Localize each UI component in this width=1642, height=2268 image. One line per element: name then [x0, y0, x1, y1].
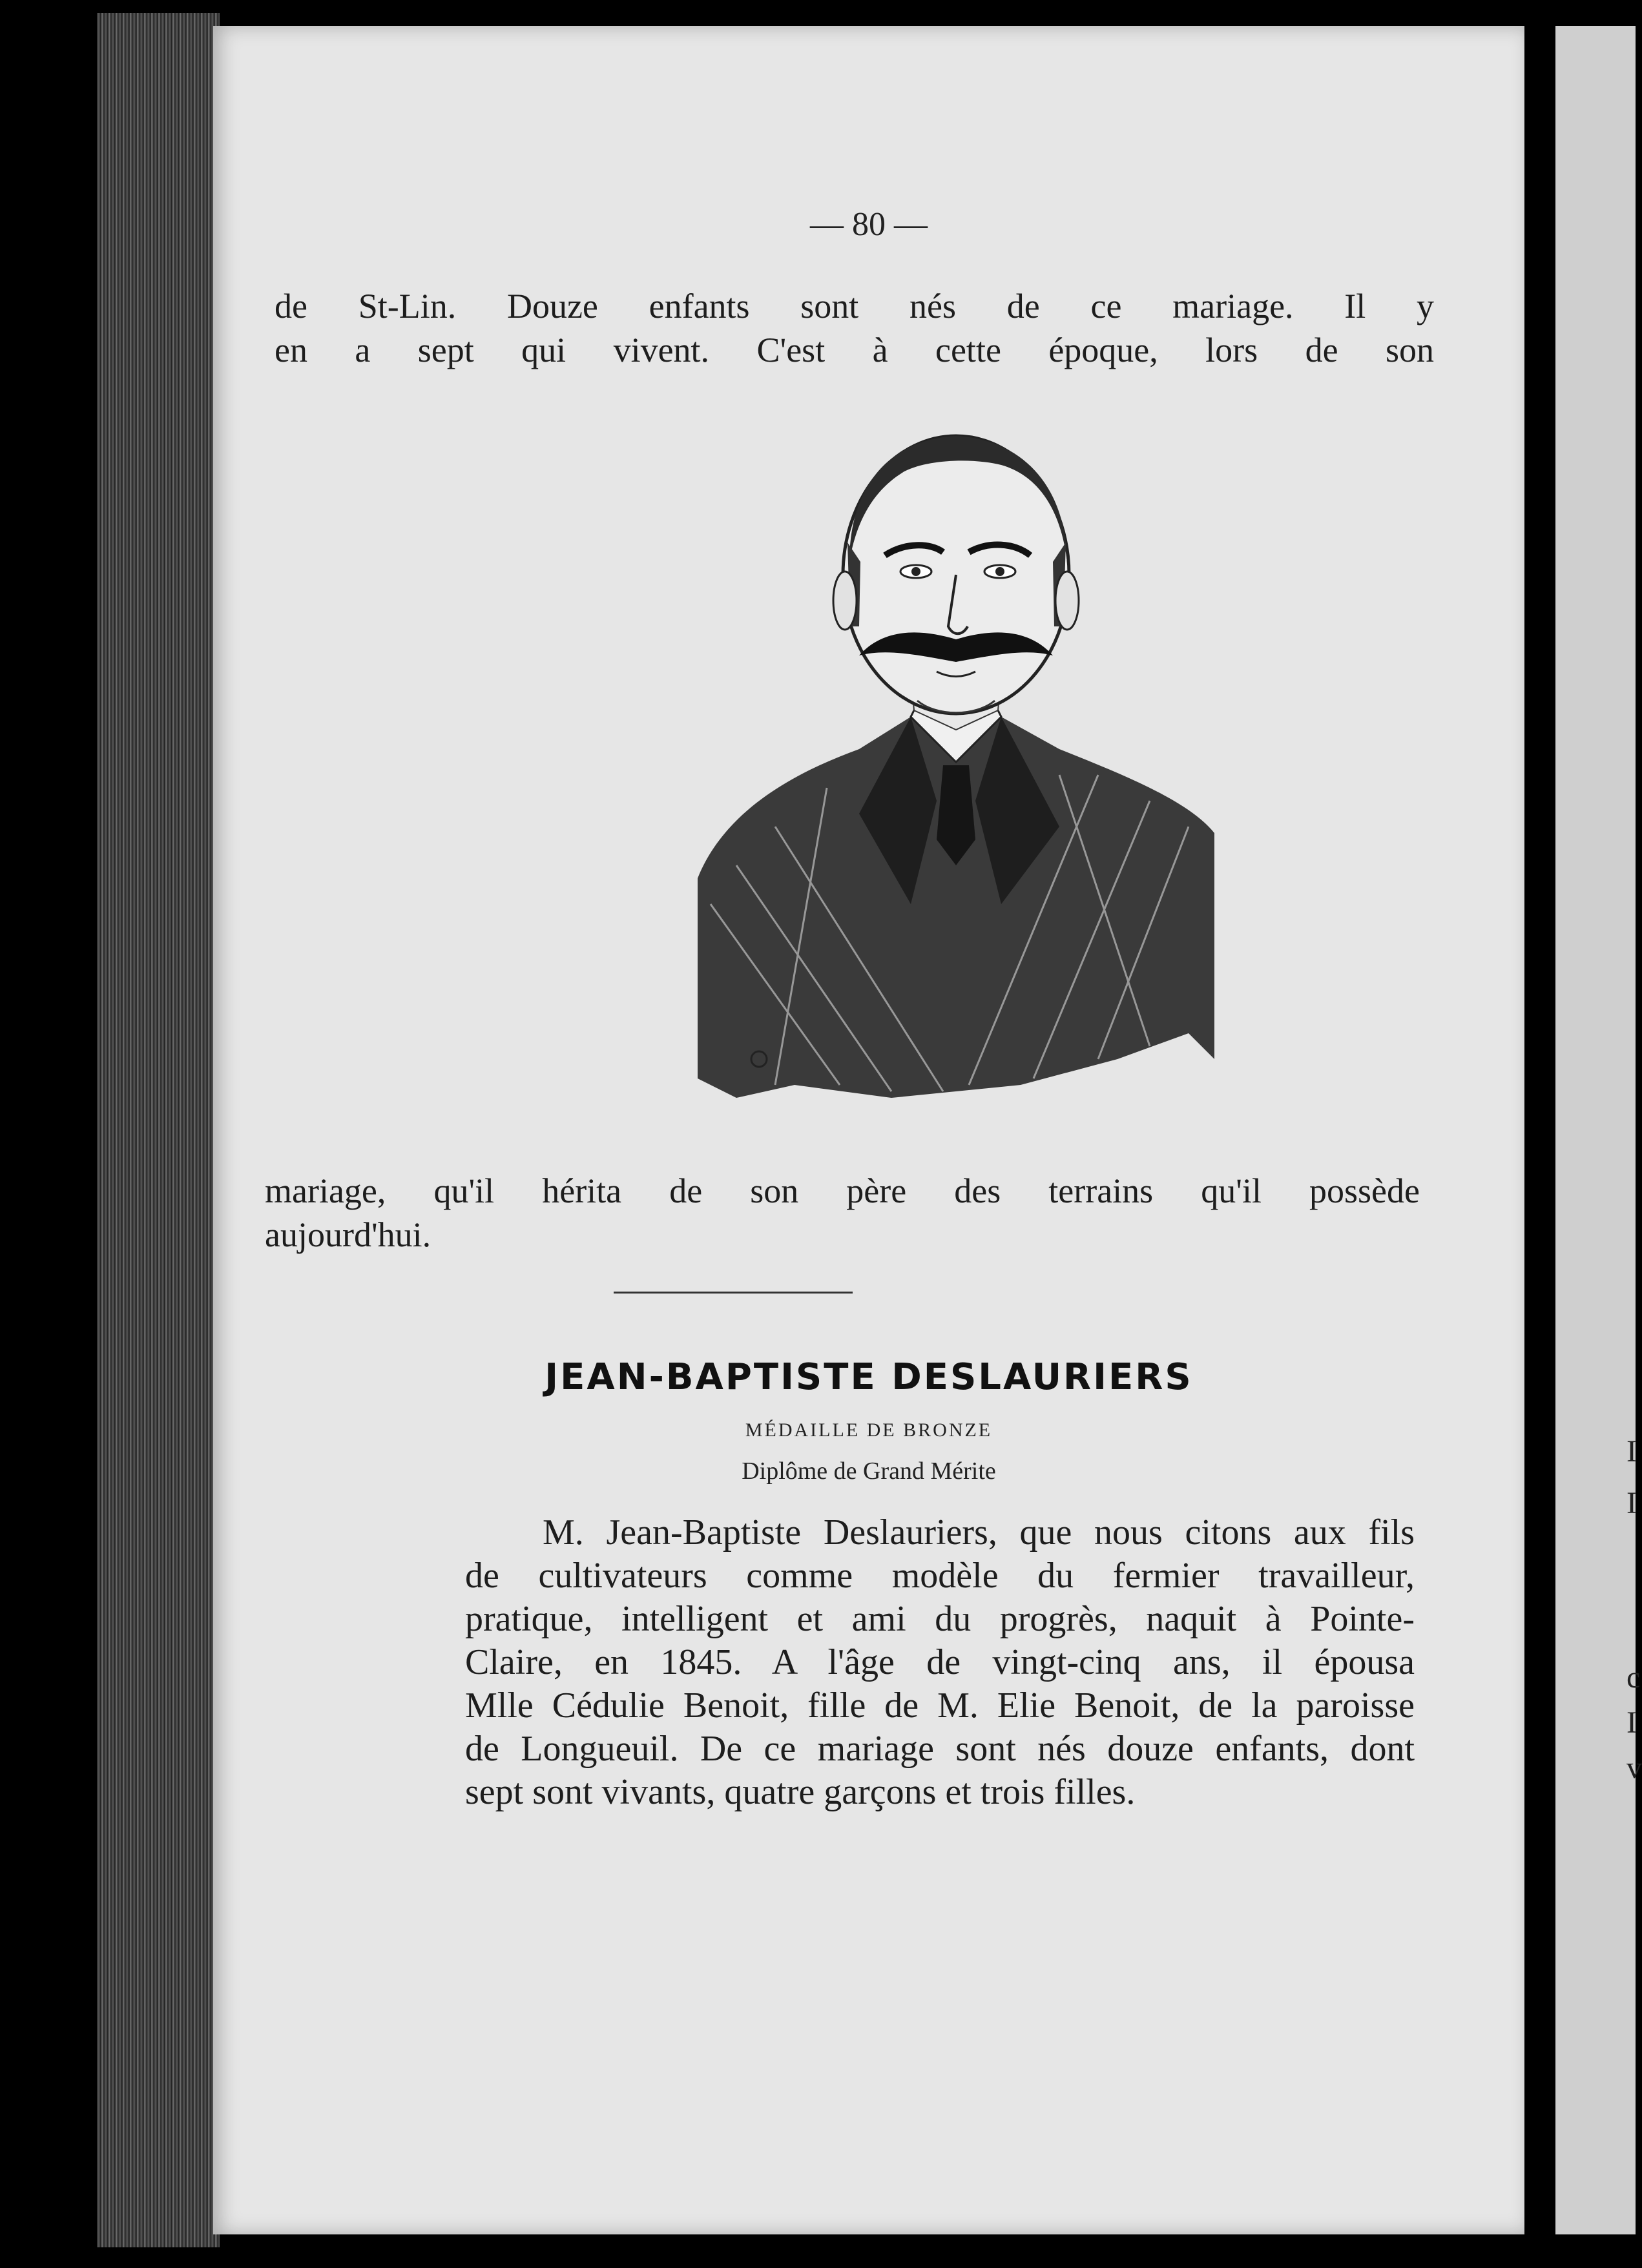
- text-line: de St-Lin. Douze enfants sont nés de ce mariage. Il y: [275, 287, 1434, 325]
- text-line: en a sept qui vivent. C'est à cette époque, lors de son: [275, 331, 1434, 369]
- page-number: — 80 —: [810, 206, 928, 243]
- award-subtitle: MÉDAILLE DE BRONZE: [745, 1419, 993, 1441]
- portrait-engraving: [698, 413, 1214, 1124]
- adjacent-page-fragment: v: [1626, 1751, 1642, 1785]
- text-line: de Longueuil. De ce mariage sont nés douze enfants, dont: [465, 1729, 1415, 1769]
- text-line: sept sont vivants, quatre garçons et trois filles.: [465, 1772, 1136, 1812]
- text-line: de cultivateurs comme modèle du fermier travailleur,: [465, 1556, 1415, 1596]
- adjacent-page-edge: [1555, 26, 1642, 2234]
- adjacent-page-fragment: c: [1626, 1660, 1641, 1695]
- section-heading: JEAN-BAPTISTE DESLAURIERS: [545, 1356, 1193, 1398]
- book-page-edges: [97, 13, 220, 2247]
- text-line: aujourd'hui.: [265, 1215, 431, 1254]
- diploma-subtitle: Diplôme de Grand Mérite: [742, 1458, 996, 1485]
- mid-paragraph: [265, 1169, 1420, 1257]
- adjacent-page-fragment: I: [1626, 1486, 1637, 1520]
- section-divider: [614, 1292, 853, 1294]
- text-line: mariage, qu'il hérita de son père des terrains qu'il possède: [265, 1171, 1420, 1210]
- text-line: pratique, intelligent et ami du progrès, naquit à Pointe-: [465, 1599, 1415, 1639]
- adjacent-page-fragment: I: [1626, 1706, 1637, 1740]
- adjacent-page-fragment: I: [1626, 1434, 1637, 1469]
- text-line: Claire, en 1845. A l'âge de vingt-cinq ans, il épousa: [465, 1642, 1415, 1682]
- text-line: Mlle Cédulie Benoit, fille de M. Elie Benoit, de la paroisse: [465, 1686, 1415, 1726]
- top-paragraph: [275, 284, 1434, 372]
- body-paragraph: [465, 1511, 1415, 1814]
- text-line: M. Jean-Baptiste Deslauriers, que nous citons aux fils: [543, 1512, 1415, 1552]
